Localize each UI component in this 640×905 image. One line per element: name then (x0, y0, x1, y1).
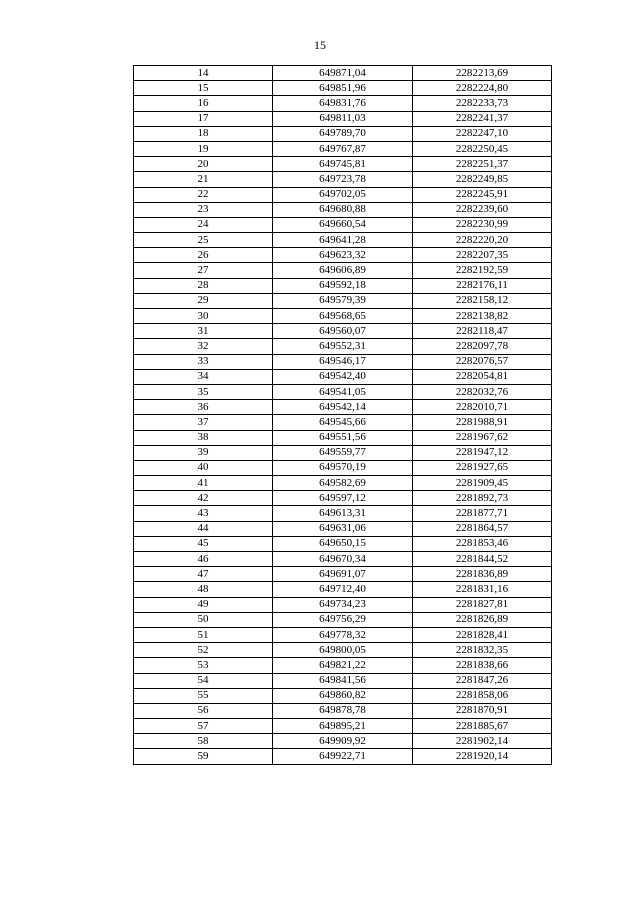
y-coordinate-cell: 2281967,62 (413, 430, 552, 445)
point-number-cell: 54 (134, 673, 273, 688)
table-row (134, 415, 552, 430)
table-row (134, 567, 552, 582)
point-number-cell: 46 (134, 552, 273, 567)
x-coordinate-cell: 649871,04 (273, 66, 413, 81)
x-coordinate-cell: 649851,96 (273, 81, 413, 96)
y-coordinate-cell: 2281847,26 (413, 673, 552, 688)
point-number-cell: 18 (134, 126, 273, 141)
table-row (134, 278, 552, 293)
point-number-cell: 37 (134, 415, 273, 430)
x-coordinate-cell: 649560,07 (273, 324, 413, 339)
table-row (134, 536, 552, 551)
x-coordinate-cell: 649592,18 (273, 278, 413, 293)
point-number-cell: 45 (134, 536, 273, 551)
y-coordinate-cell: 2282250,45 (413, 141, 552, 156)
table-row (134, 354, 552, 369)
table-row (134, 96, 552, 111)
table-row (134, 673, 552, 688)
x-coordinate-cell: 649756,29 (273, 612, 413, 627)
table-row (134, 141, 552, 156)
table-row (134, 597, 552, 612)
y-coordinate-cell: 2282245,91 (413, 187, 552, 202)
point-number-cell: 49 (134, 597, 273, 612)
y-coordinate-cell: 2281828,41 (413, 627, 552, 642)
point-number-cell: 22 (134, 187, 273, 202)
x-coordinate-cell: 649631,06 (273, 521, 413, 536)
x-coordinate-cell: 649559,77 (273, 445, 413, 460)
x-coordinate-cell: 649582,69 (273, 476, 413, 491)
x-coordinate-cell: 649541,05 (273, 384, 413, 399)
x-coordinate-cell: 649860,82 (273, 688, 413, 703)
x-coordinate-cell: 649613,31 (273, 506, 413, 521)
table-row (134, 658, 552, 673)
table-row (134, 202, 552, 217)
y-coordinate-cell: 2281877,71 (413, 506, 552, 521)
y-coordinate-cell: 2281838,66 (413, 658, 552, 673)
point-number-cell: 30 (134, 309, 273, 324)
point-number-cell: 21 (134, 172, 273, 187)
y-coordinate-cell: 2281870,91 (413, 703, 552, 718)
point-number-cell: 34 (134, 369, 273, 384)
x-coordinate-cell: 649546,17 (273, 354, 413, 369)
x-coordinate-cell: 649712,40 (273, 582, 413, 597)
point-number-cell: 14 (134, 66, 273, 81)
table-row (134, 627, 552, 642)
point-number-cell: 59 (134, 749, 273, 764)
table-row (134, 476, 552, 491)
point-number-cell: 58 (134, 734, 273, 749)
table-row (134, 688, 552, 703)
coordinates-table (133, 65, 552, 765)
x-coordinate-cell: 649660,54 (273, 217, 413, 232)
y-coordinate-cell: 2281885,67 (413, 719, 552, 734)
table-row (134, 643, 552, 658)
x-coordinate-cell: 649841,56 (273, 673, 413, 688)
y-coordinate-cell: 2282076,57 (413, 354, 552, 369)
point-number-cell: 25 (134, 233, 273, 248)
y-coordinate-cell: 2282213,69 (413, 66, 552, 81)
point-number-cell: 42 (134, 491, 273, 506)
point-number-cell: 20 (134, 157, 273, 172)
table-row (134, 293, 552, 308)
x-coordinate-cell: 649552,31 (273, 339, 413, 354)
point-number-cell: 40 (134, 460, 273, 475)
point-number-cell: 29 (134, 293, 273, 308)
point-number-cell: 38 (134, 430, 273, 445)
y-coordinate-cell: 2281864,57 (413, 521, 552, 536)
y-coordinate-cell: 2282158,12 (413, 293, 552, 308)
table-row (134, 582, 552, 597)
y-coordinate-cell: 2282097,78 (413, 339, 552, 354)
x-coordinate-cell: 649650,15 (273, 536, 413, 551)
x-coordinate-cell: 649579,39 (273, 293, 413, 308)
table-row (134, 552, 552, 567)
point-number-cell: 47 (134, 567, 273, 582)
x-coordinate-cell: 649570,19 (273, 460, 413, 475)
table-row (134, 233, 552, 248)
y-coordinate-cell: 2281858,06 (413, 688, 552, 703)
point-number-cell: 43 (134, 506, 273, 521)
table-row (134, 263, 552, 278)
point-number-cell: 24 (134, 217, 273, 232)
table-row (134, 445, 552, 460)
table-row (134, 324, 552, 339)
point-number-cell: 15 (134, 81, 273, 96)
point-number-cell: 51 (134, 627, 273, 642)
point-number-cell: 19 (134, 141, 273, 156)
table-row (134, 157, 552, 172)
point-number-cell: 23 (134, 202, 273, 217)
x-coordinate-cell: 649878,78 (273, 703, 413, 718)
table-row (134, 66, 552, 81)
coordinates-table-body (134, 66, 552, 765)
table-row (134, 172, 552, 187)
x-coordinate-cell: 649597,12 (273, 491, 413, 506)
table-row (134, 81, 552, 96)
table-row (134, 491, 552, 506)
y-coordinate-cell: 2281988,91 (413, 415, 552, 430)
x-coordinate-cell: 649909,92 (273, 734, 413, 749)
x-coordinate-cell: 649680,88 (273, 202, 413, 217)
y-coordinate-cell: 2281909,45 (413, 476, 552, 491)
table-row (134, 384, 552, 399)
y-coordinate-cell: 2282207,35 (413, 248, 552, 263)
y-coordinate-cell: 2281927,65 (413, 460, 552, 475)
table-row (134, 339, 552, 354)
table-row (134, 430, 552, 445)
point-number-cell: 41 (134, 476, 273, 491)
table-row (134, 309, 552, 324)
y-coordinate-cell: 2282118,47 (413, 324, 552, 339)
point-number-cell: 28 (134, 278, 273, 293)
y-coordinate-cell: 2281832,35 (413, 643, 552, 658)
y-coordinate-cell: 2281826,89 (413, 612, 552, 627)
y-coordinate-cell: 2282192,59 (413, 263, 552, 278)
y-coordinate-cell: 2282054,81 (413, 369, 552, 384)
y-coordinate-cell: 2282239,60 (413, 202, 552, 217)
x-coordinate-cell: 649831,76 (273, 96, 413, 111)
y-coordinate-cell: 2282247,10 (413, 126, 552, 141)
y-coordinate-cell: 2282251,37 (413, 157, 552, 172)
point-number-cell: 32 (134, 339, 273, 354)
y-coordinate-cell: 2281920,14 (413, 749, 552, 764)
x-coordinate-cell: 649922,71 (273, 749, 413, 764)
y-coordinate-cell: 2282241,37 (413, 111, 552, 126)
point-number-cell: 39 (134, 445, 273, 460)
x-coordinate-cell: 649702,05 (273, 187, 413, 202)
x-coordinate-cell: 649821,22 (273, 658, 413, 673)
page-number: 15 (314, 38, 326, 52)
table-row (134, 749, 552, 764)
table-row (134, 400, 552, 415)
y-coordinate-cell: 2282224,80 (413, 81, 552, 96)
x-coordinate-cell: 649778,32 (273, 627, 413, 642)
table-row (134, 460, 552, 475)
y-coordinate-cell: 2281902,14 (413, 734, 552, 749)
y-coordinate-cell: 2281836,89 (413, 567, 552, 582)
point-number-cell: 48 (134, 582, 273, 597)
y-coordinate-cell: 2282176,11 (413, 278, 552, 293)
y-coordinate-cell: 2282032,76 (413, 384, 552, 399)
x-coordinate-cell: 649767,87 (273, 141, 413, 156)
point-number-cell: 55 (134, 688, 273, 703)
x-coordinate-cell: 649606,89 (273, 263, 413, 278)
table-row (134, 187, 552, 202)
x-coordinate-cell: 649895,21 (273, 719, 413, 734)
x-coordinate-cell: 649623,32 (273, 248, 413, 263)
x-coordinate-cell: 649641,28 (273, 233, 413, 248)
y-coordinate-cell: 2282138,82 (413, 309, 552, 324)
x-coordinate-cell: 649800,05 (273, 643, 413, 658)
point-number-cell: 16 (134, 96, 273, 111)
x-coordinate-cell: 649551,56 (273, 430, 413, 445)
x-coordinate-cell: 649811,03 (273, 111, 413, 126)
point-number-cell: 31 (134, 324, 273, 339)
x-coordinate-cell: 649542,40 (273, 369, 413, 384)
x-coordinate-cell: 649745,81 (273, 157, 413, 172)
y-coordinate-cell: 2281853,46 (413, 536, 552, 551)
table-row (134, 703, 552, 718)
table-row (134, 217, 552, 232)
point-number-cell: 56 (134, 703, 273, 718)
point-number-cell: 27 (134, 263, 273, 278)
x-coordinate-cell: 649542,14 (273, 400, 413, 415)
point-number-cell: 44 (134, 521, 273, 536)
x-coordinate-cell: 649691,07 (273, 567, 413, 582)
point-number-cell: 36 (134, 400, 273, 415)
point-number-cell: 50 (134, 612, 273, 627)
table-row (134, 521, 552, 536)
y-coordinate-cell: 2282249,85 (413, 172, 552, 187)
x-coordinate-cell: 649545,66 (273, 415, 413, 430)
table-row (134, 719, 552, 734)
y-coordinate-cell: 2281947,12 (413, 445, 552, 460)
y-coordinate-cell: 2282230,99 (413, 217, 552, 232)
table-row (134, 369, 552, 384)
table-row (134, 248, 552, 263)
point-number-cell: 57 (134, 719, 273, 734)
point-number-cell: 33 (134, 354, 273, 369)
x-coordinate-cell: 649568,65 (273, 309, 413, 324)
point-number-cell: 17 (134, 111, 273, 126)
table-row (134, 111, 552, 126)
x-coordinate-cell: 649723,78 (273, 172, 413, 187)
y-coordinate-cell: 2282233,73 (413, 96, 552, 111)
y-coordinate-cell: 2281831,16 (413, 582, 552, 597)
y-coordinate-cell: 2281892,73 (413, 491, 552, 506)
x-coordinate-cell: 649789,70 (273, 126, 413, 141)
x-coordinate-cell: 649734,23 (273, 597, 413, 612)
y-coordinate-cell: 2281844,52 (413, 552, 552, 567)
table-row (134, 612, 552, 627)
table-row (134, 734, 552, 749)
point-number-cell: 53 (134, 658, 273, 673)
point-number-cell: 35 (134, 384, 273, 399)
y-coordinate-cell: 2281827,81 (413, 597, 552, 612)
point-number-cell: 26 (134, 248, 273, 263)
point-number-cell: 52 (134, 643, 273, 658)
table-row (134, 126, 552, 141)
table-row (134, 506, 552, 521)
x-coordinate-cell: 649670,34 (273, 552, 413, 567)
y-coordinate-cell: 2282010,71 (413, 400, 552, 415)
y-coordinate-cell: 2282220,20 (413, 233, 552, 248)
